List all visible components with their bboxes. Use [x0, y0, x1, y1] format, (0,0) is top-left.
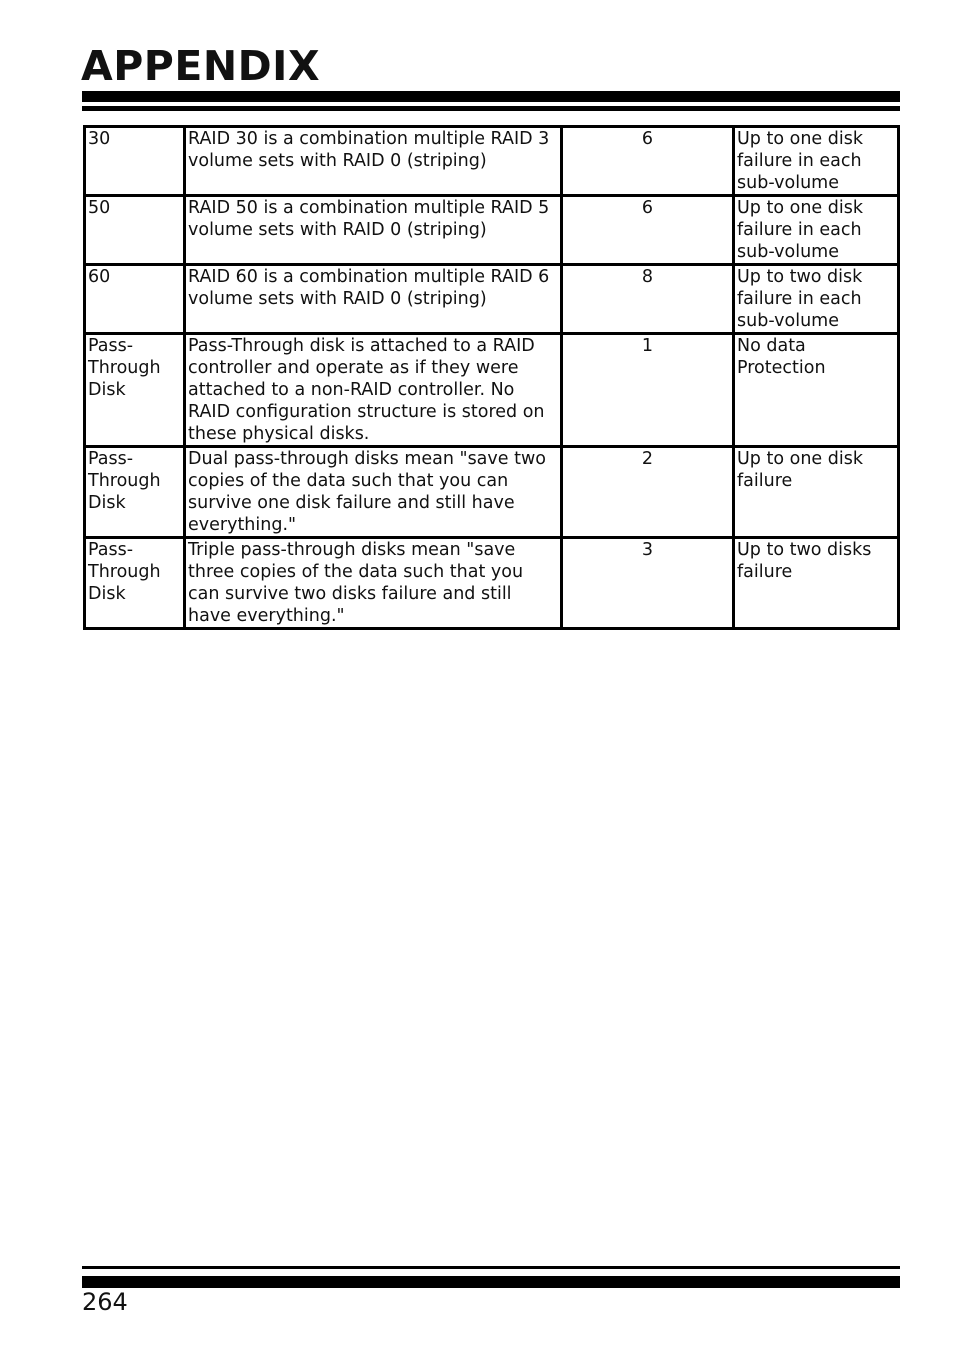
fault-tolerance-cell: Up to one disk failure — [734, 447, 899, 538]
fault-tolerance-cell: Up to two disks failure — [734, 538, 899, 629]
description-cell: RAID 60 is a combination multiple RAID 6 volume sets with RAID 0 (striping) — [185, 265, 562, 334]
description-cell: RAID 50 is a combination multiple RAID 5 volume sets with RAID 0 (striping) — [185, 196, 562, 265]
min-disks-cell: 2 — [562, 447, 734, 538]
raid-levels-table — [83, 125, 900, 630]
min-disks-cell: 1 — [562, 334, 734, 447]
page-number: 264 — [82, 1288, 128, 1316]
table-row — [85, 538, 899, 629]
description-cell: RAID 30 is a combination multiple RAID 3 volume sets with RAID 0 (striping) — [185, 127, 562, 196]
description-cell: Triple pass-through disks mean "save three copies of the data such that you can survive two disks failure and still have everything." — [185, 538, 562, 629]
fault-tolerance-cell: Up to one disk failure in each sub-volume — [734, 196, 899, 265]
footer-rule-thick — [82, 1276, 900, 1288]
table-row — [85, 447, 899, 538]
header-rule-thin — [82, 106, 900, 111]
raid-level-cell: 30 — [85, 127, 185, 196]
fault-tolerance-cell: Up to two disk failure in each sub-volume — [734, 265, 899, 334]
raid-level-cell: Pass-Through Disk — [85, 334, 185, 447]
min-disks-cell: 6 — [562, 127, 734, 196]
raid-level-cell: Pass-Through Disk — [85, 447, 185, 538]
description-cell: Pass-Through disk is attached to a RAID controller and operate as if they were attached to a non-RAID controller. No RAID configuration structure is stored on these physical disks. — [185, 334, 562, 447]
raid-level-cell: Pass-Through Disk — [85, 538, 185, 629]
table-row — [85, 127, 899, 196]
raid-level-cell: 60 — [85, 265, 185, 334]
description-cell: Dual pass-through disks mean "save two copies of the data such that you can survive one disk failure and still have everything." — [185, 447, 562, 538]
page-title: APPENDIX — [81, 42, 321, 90]
header-rule-thick — [82, 91, 900, 102]
min-disks-cell: 6 — [562, 196, 734, 265]
table-row — [85, 334, 899, 447]
footer-rule-thin — [82, 1266, 900, 1269]
table-row — [85, 265, 899, 334]
fault-tolerance-cell: Up to one disk failure in each sub-volume — [734, 127, 899, 196]
fault-tolerance-cell: No data Protection — [734, 334, 899, 447]
raid-level-cell: 50 — [85, 196, 185, 265]
min-disks-cell: 8 — [562, 265, 734, 334]
table-row — [85, 196, 899, 265]
min-disks-cell: 3 — [562, 538, 734, 629]
